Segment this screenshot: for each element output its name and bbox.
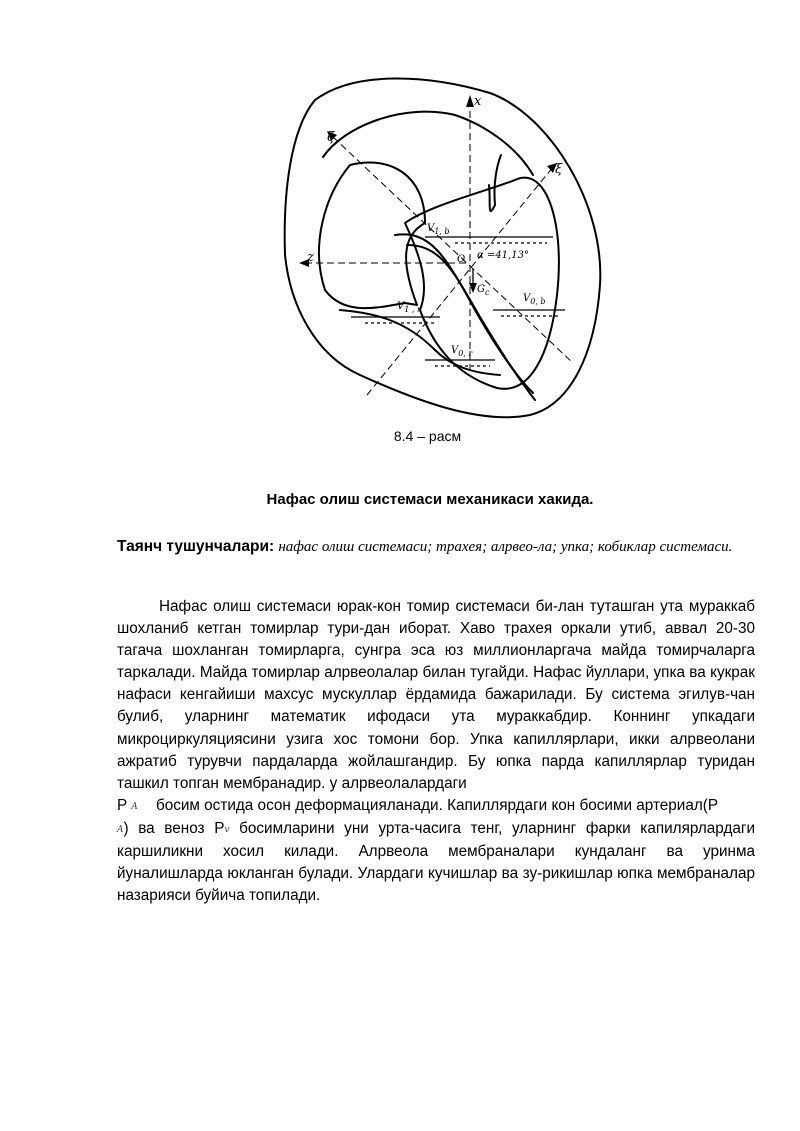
lower-bowl [340,310,500,375]
pressure-subscript-arterial: A [117,824,124,835]
pressure-subscript-venous: v [224,824,230,835]
pressure-symbol-venous: P [214,819,225,837]
v0r-label: $V_{0, r}$ [451,345,473,358]
body-text-part1: Нафас олиш системаси юрак-кон томир системаси би-лан туташган ута мураккаб шохланиб кетган томирлар тури-дан иборат. Хаво трахея оркали утиб, аввал 20-30 тагача шохланган томирларга, сунгра эса юз миллионларгача майда томирчаларга таркалади. Майда томирлар алрвеолалар билан тугайди. Нафас йуллари, упка ва кукрак нафаси кенгайиши махсус мускуллар ёрдамида бажарилади. Бу система эгилув-чан булиб, уларнинг математик ифодаси ута мураккабдир. Коннинг упкадаги микроциркуляциясини узига хос томони бор. Упка капиллярлари, икки алрвеолани ажратиб турувчи пардаларда жойлашгандир. Бу юпка парда капиллярлар туридан ташкил топган мембранадир. у алрвеолалардаги [117,598,755,792]
xi-axis-label: ξ [555,162,563,177]
pressure-subscript-alveolar: A [131,801,138,812]
pressure-symbol-alveolar: P [117,796,127,814]
heart-diagram-figure [255,55,615,430]
x-axis-label: x [474,94,482,109]
body-text-part2: босим остида осон деформацияланади. Капиллярдаги кон босими артериал(P [155,796,719,814]
v1b-label: $V_{1, b}$ [427,223,450,236]
v1r-label: $V_{1 , r}$ [397,301,421,314]
v0b-label: $V_{0, b}$ [523,293,546,306]
zeta-axis-label: ζ [327,130,335,145]
section-heading: Нафас олиш системаси механикаси хакида. [266,491,594,508]
body-paragraph [117,596,755,907]
key-concepts-list: нафас олиш системаси; трахея; алрвео-ла; упка; кобиклар системаси. [278,539,733,555]
body-text-part4: босимларини уни урта-часига тенг, уларнинг фарки капилярлардаги каршиликни хосил килади. Алрвеола мембраналари кундаланг ва уринма йуналишларда юкланган булади. Улардаги кучишлар ва зу-рикишлар юпка мембраналар назарияси буйича топилади. [117,819,755,905]
gravity-label: $G_c$ [477,284,490,297]
zeta-axis-line [333,137,573,363]
z-axis-label: z [307,250,314,265]
figure-caption: 8.4 – расм [393,428,462,444]
origin-label: O [457,254,466,265]
spur [489,155,501,211]
upper-lobe [323,112,533,175]
x-axis-arrow [466,95,474,107]
xi-axis-line [367,167,553,395]
body-text-part3: ) ва веноз [123,819,205,837]
key-concepts-label: Таянч тушунчалари: [117,538,275,555]
heart-diagram [255,55,615,430]
key-concepts [117,536,755,558]
angle-label: α =41,13° [477,250,529,261]
